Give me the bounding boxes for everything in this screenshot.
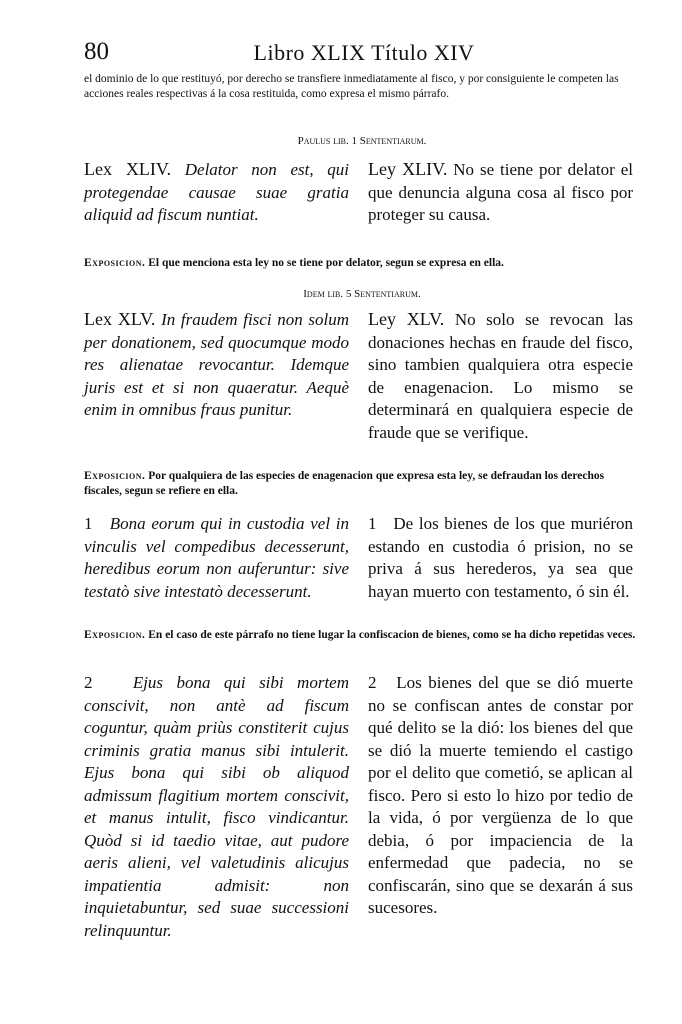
spanish-law-label: Ley XLV. <box>368 309 445 329</box>
exposition-note <box>84 469 640 499</box>
latin-body: Delator non est, qui protegendae causae suae gratia aliquid ad fiscum nuntiat. <box>84 160 349 224</box>
spanish-text <box>368 158 633 227</box>
exposition-body: En el caso de este párrafo no tiene lugar la confiscacion de bienes, como se ha dicho repetidas veces. <box>148 629 636 641</box>
spanish-body: No solo se revocan las donaciones hechas en fraude del fisco, sino tambien qualquiera otra especie de enagenacion. Lo mismo se determinará en qualquiera especie de fraude que se verifique. <box>368 310 633 442</box>
spanish-text <box>368 308 633 444</box>
spanish-paragraph-number: 2 <box>368 673 377 692</box>
spanish-body: No se tiene por delator el que denuncia alguna cosa al fisco por proteger su causa. <box>368 160 634 224</box>
exposition-body: Por qualquiera de las especies de enagenacion que expresa esta ley, se defraudan los derechos fiscales, segun se refiere en ella. <box>84 470 605 497</box>
exposition-note <box>84 628 640 643</box>
latin-text <box>84 158 349 227</box>
latin-body: Ejus bona qui sibi mortem conscivit, non antè ad fiscum coguntur, quàm priùs constiterit cujus criminis gratia manus sibi intulerit. Ejus bona qui sibi ob aliquod admissum flagitium mortem conscivit, et manus intulit, fisco vindicantur. Quòd si id taedio vitae, aut pudore aeris alieni, vel valetudinis alicujus impatientia admisit: non inquietabuntur, sed suae successioni relinquuntur. <box>84 673 349 940</box>
latin-paragraph-number: 2 <box>84 673 93 692</box>
source-citation: Paulus lib. 1 Sententiarum. <box>297 135 427 147</box>
latin-text <box>84 308 349 422</box>
latin-paragraph-number: 1 <box>84 514 93 533</box>
latin-text <box>84 513 349 603</box>
exposition-label: Exposicion. <box>84 257 146 269</box>
latin-text <box>84 672 349 942</box>
latin-body: In fraudem fisci non solum per donationem, sed quocumque modo res alienatae revocantur. Idemque juris est et si non quaeratur. Aequè enim in omnibus fraus punitur. <box>84 310 349 419</box>
spanish-text <box>368 513 633 603</box>
latin-law-label: Lex XLV. <box>84 309 156 329</box>
page-number: 80 <box>84 38 109 65</box>
latin-law-label: Lex XLIV. <box>84 159 172 179</box>
spanish-paragraph-number: 1 <box>368 514 377 533</box>
page-header <box>84 38 644 72</box>
spanish-body: De los bienes de los que muriéron estando en custodia ó prision, no se priva á sus herederos, ya sea que hayan muerto con testamento, ó sin él. <box>368 514 633 601</box>
exposition-label: Exposicion. <box>84 629 146 641</box>
exposition-body: El que menciona esta ley no se tiene por delator, segun se expresa en ella. <box>148 257 504 269</box>
running-title: Libro XLIX Título XIV <box>253 40 475 65</box>
source-citation: Idem lib. 5 Sententiarum. <box>303 288 421 300</box>
spanish-body: Los bienes del que se dió muerte no se confiscan antes de constar por qué delito se la dió: los bienes del que se dió la muerte temiendo el castigo por el delito que cometió, se aplican al fisco. Pero si esto lo hizo por tedio de la vida, ó por vergüenza de lo que debia, ó por impaciencia de la enfermedad que padecia, no se confiscarán, sino que se dexarán á sus sucesores. <box>368 673 634 917</box>
exposition-label: Exposicion. <box>84 470 146 482</box>
spanish-law-label: Ley XLIV. <box>368 159 448 179</box>
intro-paragraph: el dominio de lo que restituyó, por derecho se transfiere inmediatamente al fisco, y por consiguiente le competen las acciones reales respectivas á la cosa restituida, como expresa el mismo párrafo. <box>84 73 619 100</box>
spanish-text <box>368 672 633 920</box>
exposition-note <box>84 256 640 271</box>
latin-body: Bona eorum qui in custodia vel in vinculis vel compedibus decesserunt, heredibus eorum non auferuntur: sive testatò sive intestatò decesserunt. <box>84 514 350 601</box>
